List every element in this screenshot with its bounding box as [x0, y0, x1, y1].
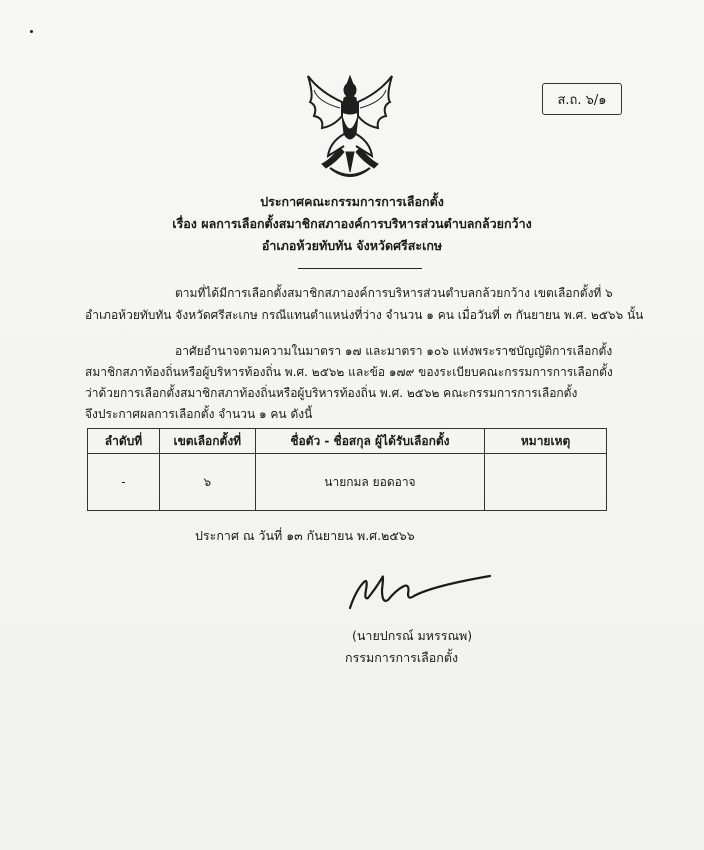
header-district: เขตเลือกตั้งที่ — [159, 429, 255, 454]
paragraph1-line2: อำเภอห้วยทับทัน จังหวัดศรีสะเกษ กรณีแทนตำแหน่งที่ว่าง จำนวน ๑ คน เมื่อวันที่ ๓ กันยายน พ.ศ. ๒๕๖๖ นั้น — [85, 308, 644, 322]
form-code-box — [542, 83, 622, 115]
scan-speck — [30, 30, 33, 33]
signer-name: (นายปกรณ์ มหรรณพ) — [352, 628, 473, 643]
paragraph2-line3: ว่าด้วยการเลือกตั้งสมาชิกสภาท้องถิ่นหรือผู้บริหารท้องถิ่น พ.ศ. ๒๕๖๒ คณะกรรมการการเลือกตั้ง — [85, 386, 578, 400]
header-order: ลำดับที่ — [88, 429, 160, 454]
table-header-row — [88, 429, 607, 454]
cell-remarks — [485, 454, 607, 511]
proclamation-date: ประกาศ ณ วันที่ ๑๓ กันยายน พ.ศ.๒๕๖๖ — [195, 528, 415, 543]
election-result-table — [87, 428, 607, 511]
form-code-label: ส.ถ. ๖/๑ — [557, 92, 607, 108]
cell-elected-name: นายกมล ยอดอาจ — [255, 454, 484, 511]
paragraph2-line1: อาศัยอำนาจตามความในมาตรา ๑๗ และมาตรา ๑๐๖ แห่งพระราชบัญญัติการเลือกตั้ง — [175, 344, 613, 358]
heading-divider — [298, 268, 422, 269]
cell-order: - — [88, 454, 160, 511]
announcement-title: ประกาศคณะกรรมการการเลือกตั้ง — [260, 194, 444, 209]
paragraph2-line2: สมาชิกสภาท้องถิ่นหรือผู้บริหารท้องถิ่น พ.ศ. ๒๕๖๒ และข้อ ๑๗๙ ของระเบียบคณะกรรมการการเลือกตั้ง — [85, 365, 613, 379]
table-row — [88, 454, 607, 511]
cell-district: ๖ — [159, 454, 255, 511]
signer-title: กรรมการการเลือกตั้ง — [345, 650, 459, 665]
header-remarks: หมายเหตุ — [485, 429, 607, 454]
signature-icon — [342, 560, 502, 620]
announcement-location: อำเภอห้วยทับทัน จังหวัดศรีสะเกษ — [261, 238, 443, 253]
header-elected-name: ชื่อตัว - ชื่อสกุล ผู้ได้รับเลือกตั้ง — [255, 429, 484, 454]
announcement-subject: เรื่อง ผลการเลือกตั้งสมาชิกสภาองค์การบริหารส่วนตำบลกล้วยกว้าง — [172, 216, 532, 231]
garuda-emblem-icon — [300, 72, 400, 184]
paragraph1-line1: ตามที่ได้มีการเลือกตั้งสมาชิกสภาองค์การบริหารส่วนตำบลกล้วยกว้าง เขตเลือกตั้งที่ ๖ — [175, 286, 613, 300]
paragraph2-line4: จึงประกาศผลการเลือกตั้ง จำนวน ๑ คน ดังนี้ — [85, 407, 313, 421]
